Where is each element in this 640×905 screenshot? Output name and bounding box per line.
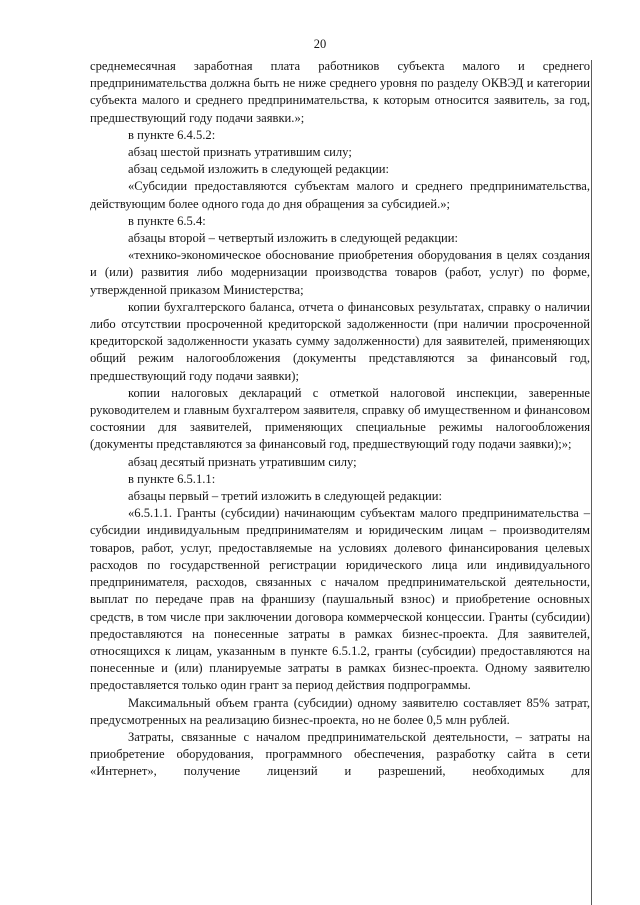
paragraph: абзацы второй – четвертый изложить в следующей редакции: — [128, 231, 459, 246]
paragraph: абзац шестой признать утратившим силу; — [128, 145, 352, 160]
paragraph: Максимальный объем гранта (субсидии) одному заявителю составляет 85% затрат, предусмотренных на реализацию бизнес-проекта, но не более 0,5 млн рублей. — [90, 695, 590, 727]
document-body — [90, 58, 590, 781]
paragraph: «Субсидии предоставляются субъектам малого и среднего предпринимательства, действующим более одного года до дня обращения за субсидией.»; — [90, 179, 590, 211]
paragraph: в пункте 6.4.5.2: — [128, 127, 216, 142]
paragraph: среднемесячная заработная плата работников субъекта малого и среднего предпринимательства должна быть не ниже среднего уровня по разделу ОКВЭД и категории субъекта малого и среднего предпринимательства, к которым относится заявитель, за год, предшествующий году подачи заявки.»; — [90, 59, 590, 125]
paragraph: Затраты, связанные с началом предпринимательской деятельности, – затраты на приобретение оборудования, программного обеспечения, разработку сайта в сети «Интернет», получение лицензий и разрешений, необходимых для — [90, 729, 590, 779]
paragraph: в пункте 6.5.4: — [128, 213, 206, 228]
paragraph: копии налоговых деклараций с отметкой налоговой инспекции, заверенные руководителем и главным бухгалтером заявителя, справку об имущественном и финансовом состоянии для заявителей, применяющих специальные режимы налогообложения (документы представляются за финансовый год, предшествующий году подачи заявки);»; — [90, 385, 590, 452]
paragraph: в пункте 6.5.1.1: — [128, 471, 216, 486]
paragraph: «6.5.1.1. Гранты (субсидии) начинающим субъектам малого предпринимательства – субсидии индивидуальным предпринимателям и юридическим лицам – производителям товаров, работ, услуг, предоставляемые на условиях долевого финансирования целевых расходов по государственной регистрации юридического лица или индивидуального предпринимателя, расходов, связанных с началом предпринимательской деятельности, выплат по передаче прав на франшизу (паушальный взнос) и приобретение основных средств, в том числе при заключении договора коммерческой концессии. Гранты (субсидии) предоставляются на понесенные затраты в рамках бизнес-проекта. Для заявителей, относящихся к лицам, указанным в пункте 6.5.1.2, гранты (субсидии) предоставляются на понесенные и (или) планируемые затраты в рамках бизнес-проекта. Одному заявителю предоставляется только один грант за период действия подпрограммы. — [90, 506, 590, 693]
paragraph: «технико-экономическое обоснование приобретения оборудования в целях создания и (или) развития либо модернизации производства товаров (работ, услуг) по форме, утвержденной приказом Министерства; — [90, 248, 590, 297]
paragraph: абзацы первый – третий изложить в следующей редакции: — [128, 489, 443, 504]
paragraph: абзац десятый признать утратившим силу; — [128, 454, 357, 469]
page-number: 20 — [313, 37, 327, 51]
paragraph: копии бухгалтерского баланса, отчета о финансовых результатах, справку о наличии либо отсутствии просроченной кредиторской задолженности (при наличии просроченной кредиторской задолженности указать сумму задолженности) для заявителей, применяющих общий режим налогообложения (документы представляются за финансовый год, предшествующий году подачи заявки); — [90, 299, 590, 383]
right-margin-line — [591, 60, 592, 905]
paragraph: абзац седьмой изложить в следующей редакции: — [128, 162, 389, 177]
